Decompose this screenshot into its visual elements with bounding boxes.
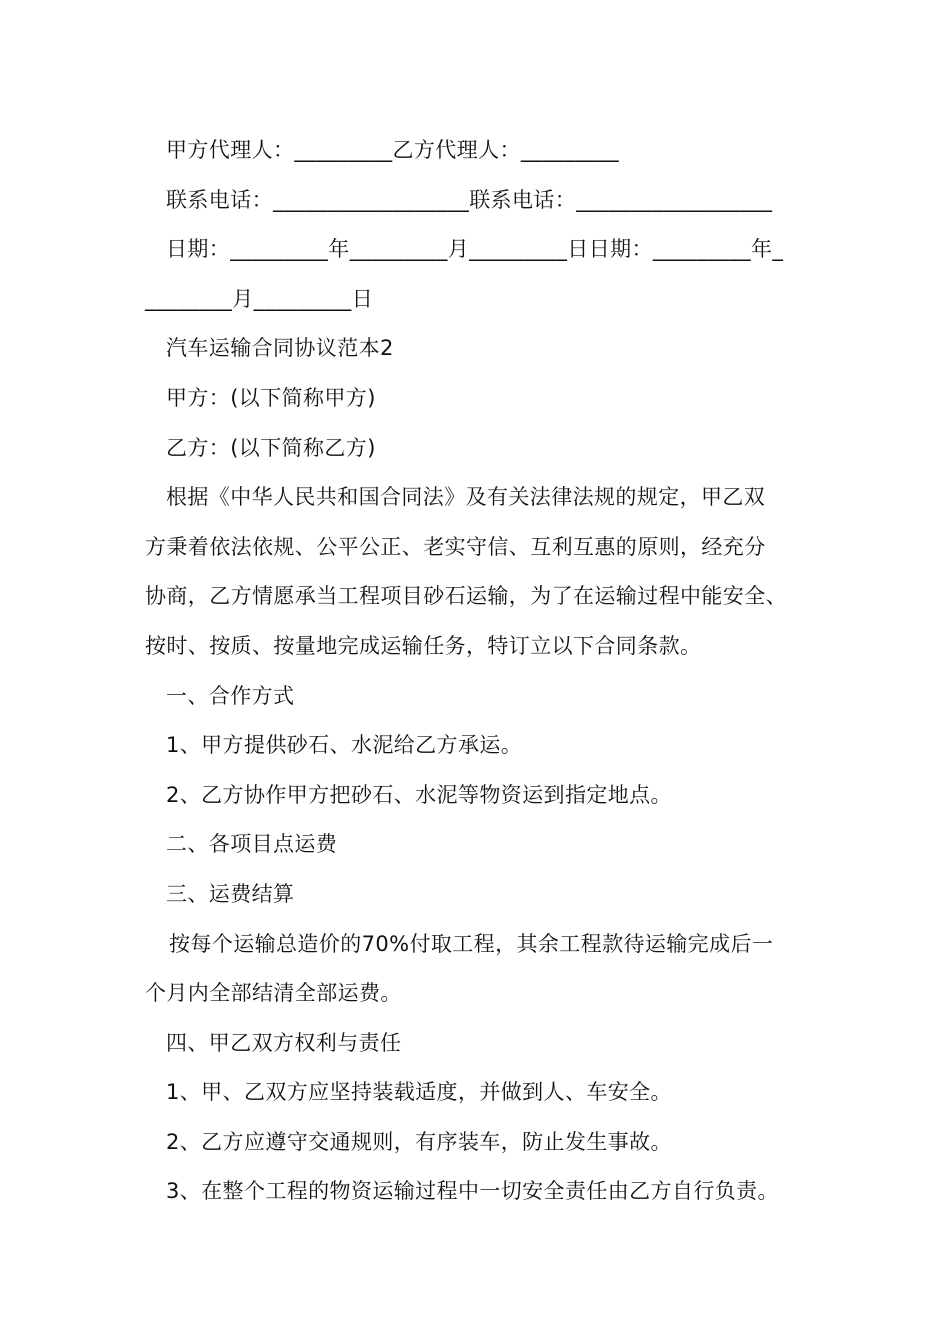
clause-heading: 二、各项目点运费 — [166, 832, 338, 857]
agent-line: 甲方代理人：_________乙方代理人：_________ — [166, 138, 619, 162]
paragraph-line: 按每个运输总造价的70%付取工程，其余工程款待运输完成后一 — [169, 931, 774, 956]
clause-item: 1、甲、乙双方应坚持装载适度，并做到人、车安全。 — [166, 1080, 672, 1105]
clause-heading: 一、合作方式 — [166, 683, 295, 708]
paragraph-line: 方秉着依法依规、公平公正、老实守信、互利互惠的原则，经充分 — [145, 534, 766, 559]
clause-item: 3、在整个工程的物资运输过程中一切安全责任由乙方自行负责。 — [166, 1179, 779, 1204]
clause-heading: 四、甲乙双方权利与责任 — [166, 1030, 402, 1055]
clause-item: 1、甲方提供砂石、水泥给乙方承运。 — [166, 733, 523, 758]
document-body — [145, 126, 845, 1217]
date-line-continued: ________月_________日 — [145, 286, 374, 311]
party-b-line: 乙方：(以下简称乙方) — [166, 435, 376, 460]
paragraph-line: 个月内全部结清全部运费。 — [145, 981, 402, 1006]
party-a-line: 甲方：(以下简称甲方) — [166, 385, 376, 410]
paragraph-line: 协商，乙方情愿承当工程项目砂石运输，为了在运输过程中能安全、 — [145, 584, 787, 609]
section-title: 汽车运输合同协议范本2 — [166, 336, 394, 361]
clause-item: 2、乙方应遵守交通规则，有序装车，防止发生事故。 — [166, 1129, 672, 1154]
phone-line: 联系电话：__________________联系电话：__________________ — [166, 187, 773, 212]
clause-item: 2、乙方协作甲方把砂石、水泥等物资运到指定地点。 — [166, 782, 672, 807]
paragraph-line: 按时、按质、按量地完成运输任务，特订立以下合同条款。 — [145, 633, 702, 658]
clause-heading: 三、运费结算 — [166, 881, 295, 906]
date-line: 日期：_________年_________月_________日日期：_________年_ — [166, 237, 784, 262]
paragraph-line: 根据《中华人民共和国合同法》及有关法律法规的规定，甲乙双 — [166, 485, 766, 510]
